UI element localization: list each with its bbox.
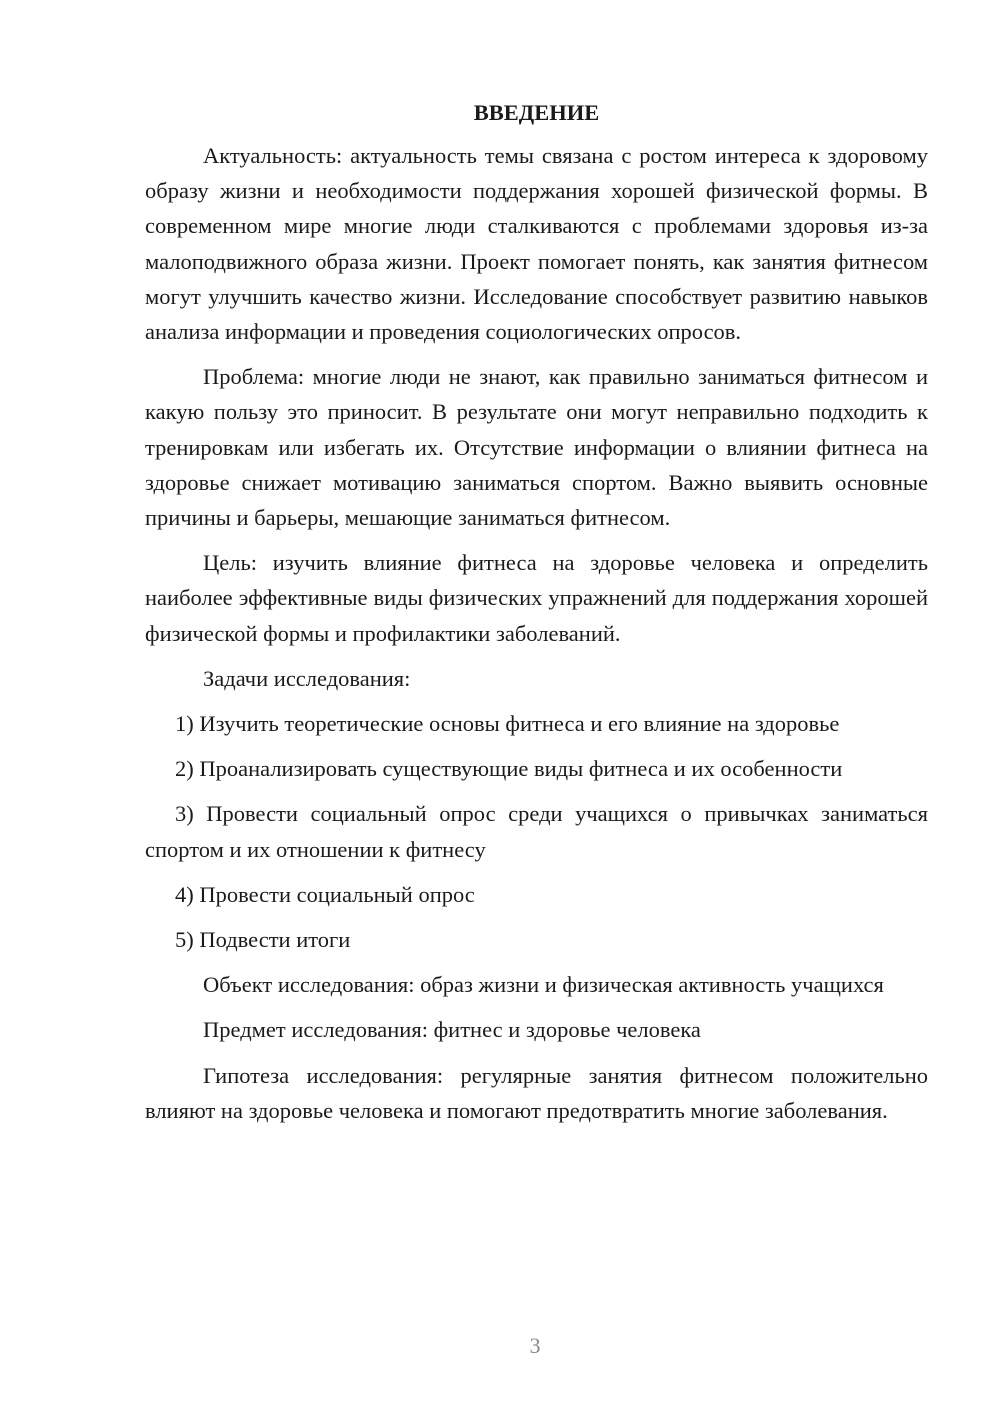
task-item-1: 1) Изучить теоретические основы фитнеса и его влияние на здоровье	[175, 711, 840, 737]
page-title: ВВЕДЕНИЕ	[473, 100, 600, 125]
object-paragraph: Объект исследования: образ жизни и физическая активность учащихся	[203, 972, 884, 998]
task-item-5: 5) Подвести итоги	[175, 927, 351, 953]
subject-paragraph: Предмет исследования: фитнес и здоровье человека	[203, 1017, 701, 1043]
task-item-2: 2) Проанализировать существующие виды фитнеса и их особенности	[175, 756, 843, 782]
task-item-4: 4) Провести социальный опрос	[175, 881, 475, 907]
goal-paragraph: Цель: изучить влияние фитнеса на здоровье человека и определить наиболее эффективные виды физических упражнений для поддержания хорошей физической формы и профилактики заболеваний.	[145, 550, 928, 646]
hypothesis-paragraph: Гипотеза исследования: регулярные занятия фитнесом положительно влияют на здоровье человека и помогают предотвратить многие заболевания.	[145, 1062, 928, 1123]
relevance-paragraph: Актуальность: актуальность темы связана с ростом интереса к здоровому образу жизни и необходимости поддержания хорошей физической формы. В современном мире многие люди сталкиваются с проблемами здоровья из-за малоподвижного образа жизни. Проект помогает понять, как занятия фитнесом могут улучшить качество жизни. Исследование способствует развитию навыков анализа информации и проведения социологических опросов.	[145, 143, 928, 345]
problem-paragraph: Проблема: многие люди не знают, как правильно заниматься фитнесом и какую пользу это приносит. В результате они могут неправильно подходить к тренировкам или избегать их. Отсутствие информации о влиянии фитнеса на здоровье снижает мотивацию заниматься спортом. Важно выявить основные причины и барьеры, мешающие заниматься фитнесом.	[145, 364, 928, 531]
document-page	[145, 95, 928, 1138]
page-number: 3	[529, 1333, 541, 1358]
task-item-3: 3) Провести социальный опрос среди учащихся о привычках заниматься спортом и их отношении к фитнесу	[145, 801, 928, 862]
tasks-heading: Задачи исследования:	[203, 665, 411, 691]
